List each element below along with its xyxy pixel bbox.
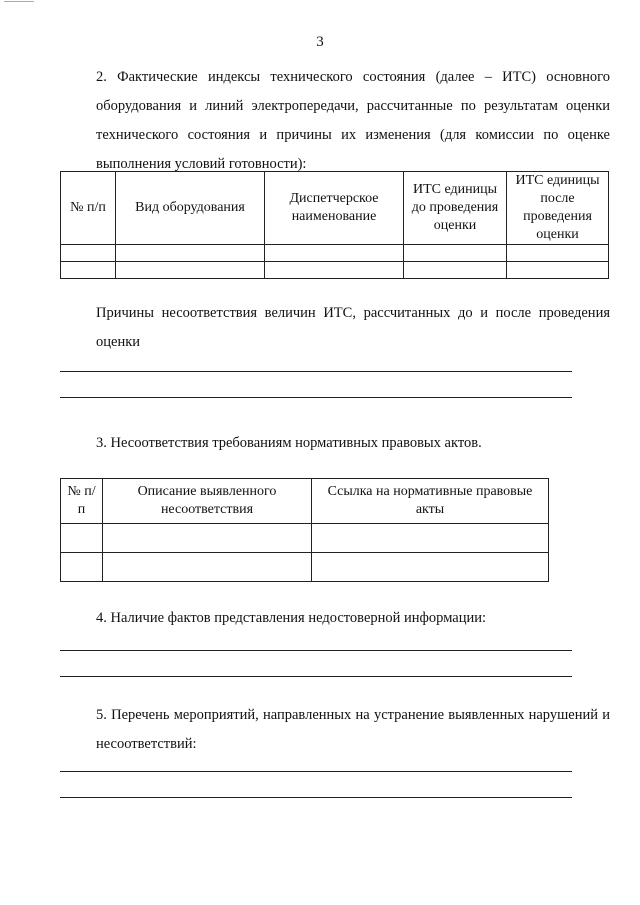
reasons-paragraph bbox=[60, 299, 610, 357]
section2-heading-text: 2. Фактические индексы технического состояния (далее – ИТС) основного оборудования и линий электропередачи, рассчитанные по результатам оценки технического состояния и причины их изменения (для комиссии по оценке выполнения условий готовности): bbox=[96, 69, 610, 172]
itc-col-before: ИТС единицы до проведения оценки bbox=[404, 172, 507, 245]
table-cell[interactable] bbox=[507, 245, 609, 262]
corner-mark bbox=[4, 1, 34, 2]
table-row bbox=[61, 262, 609, 279]
itc-col-after: ИТС единицы после проведения оценки bbox=[507, 172, 609, 245]
itc-table-header-row bbox=[61, 172, 609, 245]
table-cell[interactable] bbox=[61, 262, 116, 279]
section4-fill-line-2[interactable] bbox=[60, 676, 572, 677]
reasons-label: Причины несоответствия величин ИТС, рассчитанных до и после проведения оценки bbox=[96, 305, 610, 350]
section4-fill-line-1[interactable] bbox=[60, 650, 572, 651]
nonconformity-table bbox=[60, 478, 549, 582]
table-cell[interactable] bbox=[312, 524, 549, 553]
table-row bbox=[61, 524, 549, 553]
itc-col-number: № п/п bbox=[61, 172, 116, 245]
section4-heading-text: 4. Наличие фактов представления недостоверной информации: bbox=[96, 610, 487, 626]
nc-col-description: Описание выявленного несоответствия bbox=[103, 479, 312, 524]
reasons-fill-line-2[interactable] bbox=[60, 397, 572, 398]
table-cell[interactable] bbox=[61, 245, 116, 262]
table-cell[interactable] bbox=[103, 553, 312, 582]
section5-heading-text: 5. Перечень мероприятий, направленных на устранение выявленных нарушений и несоответствий: bbox=[96, 707, 610, 752]
section4-heading bbox=[60, 604, 610, 633]
table-cell[interactable] bbox=[61, 524, 103, 553]
nc-col-reference: Ссылка на нормативные правовые акты bbox=[312, 479, 549, 524]
section5-heading bbox=[60, 701, 610, 759]
section2-heading bbox=[60, 63, 610, 179]
nonconformity-table-header-row bbox=[61, 479, 549, 524]
page-number: 3 bbox=[316, 34, 324, 50]
table-cell[interactable] bbox=[61, 553, 103, 582]
reasons-fill-line-1[interactable] bbox=[60, 371, 572, 372]
itc-table bbox=[60, 171, 609, 279]
itc-col-dispatch-name: Диспетчерское наименование bbox=[265, 172, 404, 245]
table-cell[interactable] bbox=[116, 245, 265, 262]
table-row bbox=[61, 553, 549, 582]
section5-fill-line-2[interactable] bbox=[60, 797, 572, 798]
itc-col-equipment-type: Вид оборудования bbox=[116, 172, 265, 245]
table-cell[interactable] bbox=[312, 553, 549, 582]
table-cell[interactable] bbox=[116, 262, 265, 279]
section5-fill-line-1[interactable] bbox=[60, 771, 572, 772]
section3-heading-text: 3. Несоответствия требованиям нормативных правовых актов. bbox=[96, 435, 482, 451]
nc-col-number: № п/п bbox=[61, 479, 103, 524]
table-cell[interactable] bbox=[265, 262, 404, 279]
section3-heading bbox=[60, 429, 610, 458]
table-row bbox=[61, 245, 609, 262]
table-cell[interactable] bbox=[404, 245, 507, 262]
table-cell[interactable] bbox=[507, 262, 609, 279]
table-cell[interactable] bbox=[265, 245, 404, 262]
table-cell[interactable] bbox=[103, 524, 312, 553]
table-cell[interactable] bbox=[404, 262, 507, 279]
